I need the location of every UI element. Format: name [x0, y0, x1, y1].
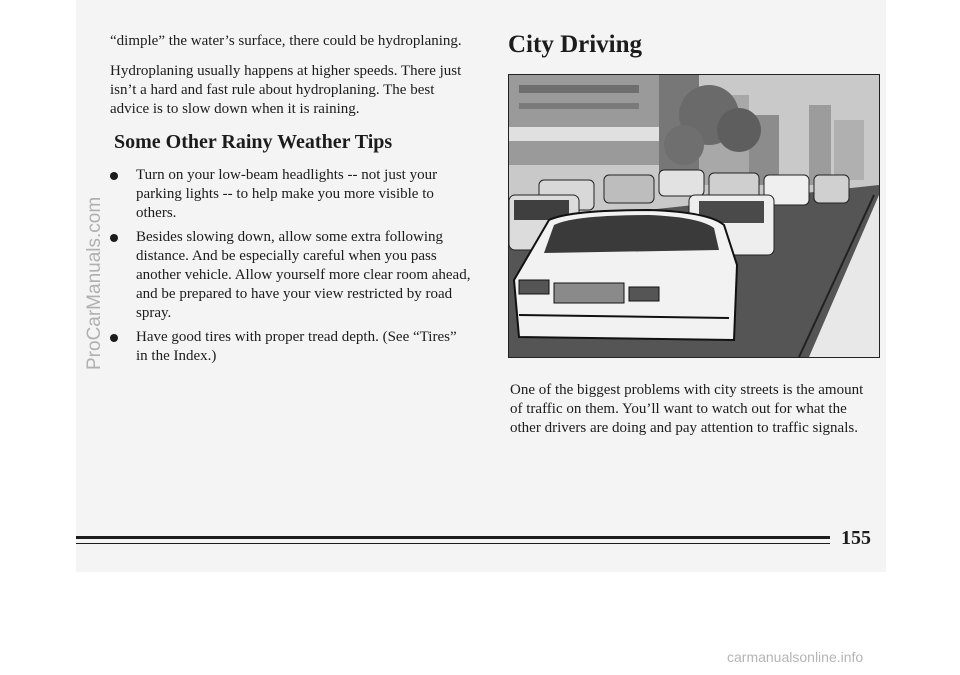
tip-headlights: Turn on your low-beam headlights -- not just your parking lights -- to help make you more visible to others. — [136, 167, 438, 221]
list-item — [110, 166, 472, 223]
tip-following-distance: Besides slowing down, allow some extra following distance. And be especially careful when you pass another vehicle. Allow yourself more clear room ahead, and be prepared to have your view restricted by road spray. — [136, 229, 471, 321]
rainy-weather-subheading: Some Other Rainy Weather Tips — [114, 131, 393, 153]
footer-rule-thin — [76, 543, 830, 544]
watermark-carmanualsonline: carmanualsonline.info — [727, 649, 864, 665]
city-traffic-drawing — [509, 75, 879, 357]
footer-rule — [76, 536, 830, 539]
list-item — [110, 228, 472, 323]
bullet-icon — [110, 172, 118, 180]
bullet-icon — [110, 234, 118, 242]
paragraph-hydroplaning: Hydroplaning usually happens at higher speeds. There just isn’t a hard and fast rule about hydroplaning. The best advice is to slow down when it is raining. — [110, 63, 462, 117]
page-number: 155 — [841, 527, 871, 549]
left-column — [110, 32, 472, 371]
list-item — [110, 328, 472, 366]
tip-tires: Have good tires with proper tread depth. (See “Tires” in the Index.) — [136, 329, 457, 364]
paragraph-dimple: “dimple” the water’s surface, there could be hydroplaning. — [110, 33, 462, 49]
city-traffic-illustration — [508, 74, 880, 358]
city-driving-title: City Driving — [508, 31, 643, 58]
bullet-icon — [110, 334, 118, 342]
right-column — [508, 30, 880, 436]
watermark-procarmanuals: ProCarManuals.com — [84, 196, 105, 370]
rainy-tips-list — [110, 166, 472, 366]
city-driving-caption: One of the biggest problems with city streets is the amount of traffic on them. You’ll want to watch out for what the other drivers are doing and pay attention to traffic signals. — [510, 382, 864, 436]
